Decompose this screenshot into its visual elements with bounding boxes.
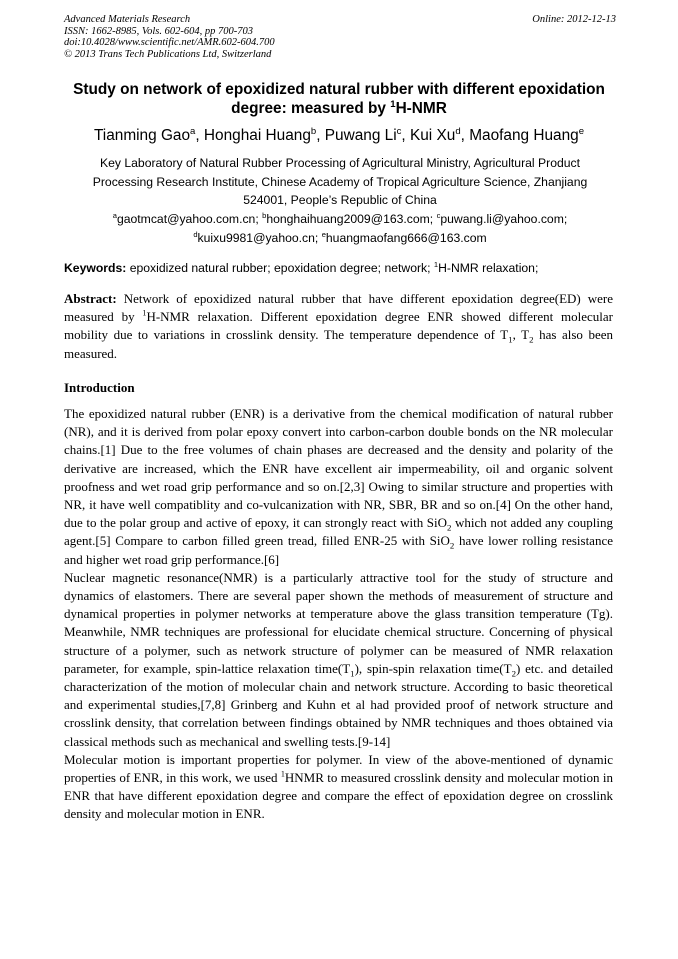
email-mark: e [321, 229, 326, 239]
abstract-label: Abstract: [64, 291, 117, 306]
online-date: Online: 2012-12-13 [532, 14, 616, 25]
subscript: 2 [511, 668, 516, 679]
author-name: Puwang Li [324, 127, 397, 144]
author-separator: , [401, 127, 410, 144]
keywords-label: Keywords: [64, 261, 127, 275]
superscript: 1 [280, 769, 285, 779]
affiliation-line: Key Laboratory of Natural Rubber Processing of Agricultural Ministry, Agricultural Product [99, 156, 581, 170]
author [410, 127, 469, 144]
subscript: 1 [350, 668, 355, 679]
email-link[interactable]: honghaihuang2009@163.com; [266, 212, 437, 226]
author-name: Tianming Gao [93, 127, 191, 144]
keywords-superscript: 1 [433, 259, 439, 269]
abstract-subscript: 2 [529, 335, 534, 345]
author-name: Honghai Huang [203, 127, 311, 144]
affiliation [64, 154, 616, 210]
paragraph [64, 569, 613, 751]
email-line-2 [64, 229, 616, 248]
abstract-text: Network of epoxidized natural rubber that have different epoxidation degree(ED) were measured by [64, 291, 613, 325]
author-mark: b [310, 125, 317, 137]
paragraph-text: Nuclear magnetic resonance(NMR) is a particularly attractive tool for the study of structure and dynamics of elastomers. There are several paper shown the methods of measurement of structure and dynamical properties in polymer networks at temperature above the glass transition temperature (Tg). Meanwhile, NMR techniques are professional for elucidate chemical structure. Concerning of physical structure of a polymer, such as network structure of polymer can be measured of NMR relaxation parameter, for example, spin-lattice relaxation time(T [64, 569, 613, 676]
abstract-text: , T [512, 327, 530, 343]
keywords-text: epoxidized natural rubber; epoxidation degree; network; [126, 261, 434, 275]
paragraph [64, 751, 613, 824]
email-mark: c [436, 210, 441, 220]
author [94, 127, 204, 144]
abstract-subscript: 1 [508, 335, 513, 345]
email-mark: d [193, 229, 198, 239]
paper-title [40, 80, 638, 118]
email-mark: b [262, 210, 267, 220]
abstract-text: H-NMR relaxation. Different epoxidation degree ENR showed different molecular mobility due to variations in crosslink density. The temperature dependence of T [64, 309, 613, 343]
author-name: Kui Xu [409, 127, 456, 144]
keywords-text-end: H-NMR relaxation; [438, 261, 539, 275]
author-mark: e [578, 125, 585, 137]
subscript: 2 [447, 522, 452, 533]
author-name: Maofang Huang [469, 127, 579, 144]
title-line-1: Study on network of epoxidized natural rubber with different epoxidation [73, 81, 605, 98]
title-superscript: 1 [390, 98, 396, 110]
paragraph-text: have lower rolling resistance and higher wet road grip performance.[6] [64, 533, 613, 567]
author-list [40, 126, 638, 146]
keywords [64, 259, 624, 277]
author [204, 127, 325, 144]
paragraph [64, 405, 613, 569]
email-line-1 [64, 210, 616, 229]
title-line-2 [40, 99, 638, 118]
title-text: degree: measured by [231, 100, 391, 117]
paragraph-text: The epoxidized natural rubber (ENR) is a derivative from the chemical modification of natural rubber (NR), and it is derived from polar epoxy convert into carbon-carbon double bonds on the NR molecular chains.[1] Due to the free volumes of chain phases are decreased and the density and polarity of the derivative are increased, which the ENR have excellent air impermeability, oil and organic solvent proofness and wet road grip performance and so on.[2,3] Owing to similar structure and properties with NR, it have well compatiblity and co-vulcanization with NR, SBR, BR and so on.[4] On the other hand, due to the polar group and active of epoxy, it can strongly react with SiO [64, 406, 613, 531]
author-mark: a [190, 125, 196, 137]
email-link[interactable]: huangmaofang666@163.com [325, 230, 487, 245]
introduction-body [64, 405, 613, 824]
paragraph-text: HNMR to measured crosslink density and molecular motion in ENR that have different epoxidation degree and compare the effect of epoxidation degree on crosslink density and molecular motion in ENR. [64, 770, 613, 822]
author-mark: c [396, 125, 402, 137]
paragraph-text: ), spin-spin relaxation time(T [354, 660, 512, 676]
author [325, 127, 410, 144]
author-separator: , [195, 127, 204, 144]
journal-header [64, 14, 616, 60]
title-text-end: H-NMR [395, 100, 447, 117]
author-separator: , [460, 127, 470, 144]
issn-line: ISSN: 1662-8985, Vols. 602-604, pp 700-703 [64, 25, 253, 37]
section-heading-introduction: Introduction [64, 380, 135, 395]
email-link[interactable]: kuixu9981@yahoo.cn; [197, 230, 322, 245]
abstract [64, 290, 613, 363]
author [469, 127, 584, 144]
paragraph-text: ) etc. and detailed characterization of the motion of molecular chain and network structure. According to basic theoretical and experimental studies,[7,8] Grinberg and Kuhn et al had provided proof of network structure and crosslink density, that correlation between findings obtained by NMR techniques and thoes obtained via classical methods such as mechanical and swelling tests.[9-14] [64, 660, 613, 749]
subscript: 2 [449, 541, 455, 552]
email-link[interactable]: puwang.li@yahoo.com; [440, 212, 568, 226]
paragraph-text: Molecular motion is important properties for polymer. In view of the above-mentioned of dynamic properties of ENR, in this work, we used [64, 751, 613, 786]
affiliation-line: 524001, People’s Republic of China [243, 193, 437, 208]
email-link[interactable]: gaotmcat@yahoo.com.cn; [116, 212, 263, 226]
abstract-text: has also been measured. [64, 327, 614, 361]
author-mark: d [455, 125, 461, 137]
email-list [64, 210, 616, 247]
copyright-line: © 2013 Trans Tech Publications Ltd, Switzerland [64, 48, 272, 60]
doi-line: doi:10.4028/www.scientific.net/AMR.602-604.700 [64, 37, 275, 49]
email-mark: a [112, 210, 117, 220]
affiliation-line: Processing Research Institute, Chinese Academy of Tropical Agriculture Science, Zhanjiang [92, 174, 588, 189]
paragraph-text: which not added any coupling agent.[5] Compare to carbon filled green tread, filled ENR-25 with SiO [64, 515, 613, 549]
journal-name: Advanced Materials Research [64, 14, 191, 25]
author-separator: , [316, 127, 325, 144]
abstract-superscript: 1 [142, 308, 147, 318]
